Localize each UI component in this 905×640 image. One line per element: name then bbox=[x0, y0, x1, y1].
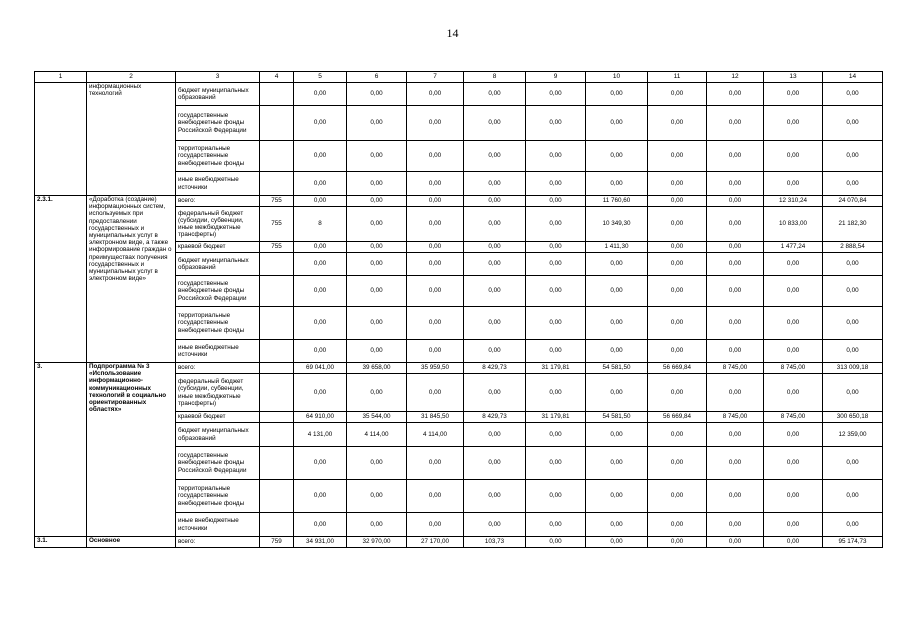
value-cell: 24 070,84 bbox=[823, 196, 883, 207]
value-cell: 0,00 bbox=[347, 207, 407, 242]
column-header: 14 bbox=[823, 72, 883, 83]
column-header: 11 bbox=[648, 72, 707, 83]
value-cell: 0,00 bbox=[648, 307, 707, 340]
value-cell: 0,00 bbox=[823, 307, 883, 340]
value-cell: 54 581,50 bbox=[586, 363, 648, 374]
value-cell: 0,00 bbox=[347, 513, 407, 537]
table-row bbox=[35, 196, 883, 207]
value-cell: 0,00 bbox=[764, 513, 823, 537]
value-cell: 64 910,00 bbox=[294, 412, 347, 423]
budget-code bbox=[260, 141, 294, 172]
item-number bbox=[35, 83, 87, 196]
value-cell: 0,00 bbox=[823, 276, 883, 307]
value-cell: 0,00 bbox=[823, 513, 883, 537]
funding-source: бюджет муниципальных образований bbox=[176, 83, 260, 106]
column-header: 6 bbox=[347, 72, 407, 83]
value-cell: 0,00 bbox=[586, 447, 648, 480]
value-cell: 0,00 bbox=[294, 276, 347, 307]
value-cell: 0,00 bbox=[707, 513, 764, 537]
value-cell: 8 745,00 bbox=[764, 412, 823, 423]
value-cell: 21 182,30 bbox=[823, 207, 883, 242]
budget-code bbox=[260, 276, 294, 307]
value-cell: 0,00 bbox=[407, 172, 464, 196]
value-cell: 4 114,00 bbox=[407, 423, 464, 447]
value-cell: 0,00 bbox=[648, 447, 707, 480]
value-cell: 0,00 bbox=[347, 276, 407, 307]
value-cell: 0,00 bbox=[648, 513, 707, 537]
budget-code bbox=[260, 423, 294, 447]
budget-table bbox=[34, 71, 883, 548]
value-cell: 8 429,73 bbox=[464, 363, 526, 374]
value-cell: 0,00 bbox=[464, 423, 526, 447]
value-cell: 8 bbox=[294, 207, 347, 242]
value-cell: 0,00 bbox=[707, 447, 764, 480]
value-cell: 0,00 bbox=[764, 83, 823, 106]
table-row bbox=[35, 83, 883, 106]
budget-code bbox=[260, 513, 294, 537]
value-cell: 0,00 bbox=[407, 141, 464, 172]
value-cell: 0,00 bbox=[347, 480, 407, 513]
value-cell: 0,00 bbox=[407, 196, 464, 207]
funding-source: краевой бюджет bbox=[176, 242, 260, 253]
value-cell: 0,00 bbox=[648, 276, 707, 307]
funding-source: федеральный бюджет (субсидии, субвенции, иные межбюджетные трансферты) bbox=[176, 207, 260, 242]
column-header: 12 bbox=[707, 72, 764, 83]
value-cell: 0,00 bbox=[648, 340, 707, 363]
value-cell: 0,00 bbox=[347, 141, 407, 172]
value-cell: 0,00 bbox=[707, 537, 764, 548]
value-cell: 300 650,18 bbox=[823, 412, 883, 423]
budget-code: 755 bbox=[260, 207, 294, 242]
value-cell: 0,00 bbox=[586, 513, 648, 537]
value-cell: 0,00 bbox=[526, 447, 586, 480]
funding-source: территориальные государственные внебюджетные фонды bbox=[176, 307, 260, 340]
value-cell: 10 833,00 bbox=[764, 207, 823, 242]
value-cell: 0,00 bbox=[648, 172, 707, 196]
value-cell: 12 310,24 bbox=[764, 196, 823, 207]
value-cell: 0,00 bbox=[586, 423, 648, 447]
item-name: Подпрограмма № 3 «Использование информационно-коммуникационных технологий в социально ориентированных областях» bbox=[87, 363, 176, 537]
value-cell: 0,00 bbox=[347, 242, 407, 253]
column-header: 5 bbox=[294, 72, 347, 83]
column-header: 9 bbox=[526, 72, 586, 83]
value-cell: 0,00 bbox=[407, 242, 464, 253]
value-cell: 0,00 bbox=[707, 423, 764, 447]
value-cell: 31 179,81 bbox=[526, 363, 586, 374]
value-cell: 0,00 bbox=[707, 196, 764, 207]
value-cell: 0,00 bbox=[464, 172, 526, 196]
value-cell: 0,00 bbox=[294, 83, 347, 106]
funding-source: территориальные государственные внебюджетные фонды bbox=[176, 480, 260, 513]
funding-source: иные внебюджетные источники bbox=[176, 513, 260, 537]
value-cell: 0,00 bbox=[294, 513, 347, 537]
value-cell: 0,00 bbox=[464, 340, 526, 363]
value-cell: 0,00 bbox=[347, 340, 407, 363]
value-cell: 0,00 bbox=[648, 537, 707, 548]
value-cell: 0,00 bbox=[586, 276, 648, 307]
item-name: Основное bbox=[87, 537, 176, 548]
value-cell: 0,00 bbox=[707, 172, 764, 196]
value-cell: 0,00 bbox=[823, 141, 883, 172]
value-cell: 0,00 bbox=[586, 141, 648, 172]
value-cell: 0,00 bbox=[407, 276, 464, 307]
value-cell: 0,00 bbox=[707, 242, 764, 253]
funding-source: всего: bbox=[176, 196, 260, 207]
column-header: 2 bbox=[87, 72, 176, 83]
value-cell: 1 477,24 bbox=[764, 242, 823, 253]
value-cell: 0,00 bbox=[764, 480, 823, 513]
value-cell: 0,00 bbox=[294, 242, 347, 253]
item-number: 3.1. bbox=[35, 537, 87, 548]
value-cell: 0,00 bbox=[347, 83, 407, 106]
budget-code bbox=[260, 412, 294, 423]
value-cell: 0,00 bbox=[464, 141, 526, 172]
value-cell: 2 888,54 bbox=[823, 242, 883, 253]
value-cell: 0,00 bbox=[648, 480, 707, 513]
value-cell: 0,00 bbox=[764, 253, 823, 276]
funding-source: территориальные государственные внебюджетные фонды bbox=[176, 141, 260, 172]
value-cell: 34 931,00 bbox=[294, 537, 347, 548]
value-cell: 0,00 bbox=[707, 307, 764, 340]
budget-code bbox=[260, 83, 294, 106]
value-cell: 0,00 bbox=[764, 307, 823, 340]
value-cell: 0,00 bbox=[648, 253, 707, 276]
value-cell: 0,00 bbox=[764, 374, 823, 412]
value-cell: 10 349,30 bbox=[586, 207, 648, 242]
value-cell: 0,00 bbox=[526, 141, 586, 172]
value-cell: 0,00 bbox=[823, 253, 883, 276]
funding-source: всего: bbox=[176, 537, 260, 548]
value-cell: 0,00 bbox=[764, 106, 823, 141]
budget-code: 759 bbox=[260, 537, 294, 548]
item-name: информационных технологий bbox=[87, 83, 176, 196]
value-cell: 0,00 bbox=[407, 447, 464, 480]
value-cell: 0,00 bbox=[707, 276, 764, 307]
value-cell: 0,00 bbox=[294, 340, 347, 363]
value-cell: 0,00 bbox=[823, 106, 883, 141]
value-cell: 0,00 bbox=[464, 307, 526, 340]
item-number: 3. bbox=[35, 363, 87, 537]
header-row bbox=[35, 72, 883, 83]
budget-code bbox=[260, 106, 294, 141]
value-cell: 0,00 bbox=[648, 106, 707, 141]
value-cell: 0,00 bbox=[464, 447, 526, 480]
value-cell: 0,00 bbox=[586, 307, 648, 340]
value-cell: 0,00 bbox=[586, 106, 648, 141]
value-cell: 1 411,30 bbox=[586, 242, 648, 253]
value-cell: 0,00 bbox=[526, 276, 586, 307]
budget-code bbox=[260, 363, 294, 374]
value-cell: 8 745,00 bbox=[707, 412, 764, 423]
value-cell: 0,00 bbox=[464, 83, 526, 106]
value-cell: 0,00 bbox=[648, 83, 707, 106]
budget-code bbox=[260, 253, 294, 276]
value-cell: 0,00 bbox=[707, 106, 764, 141]
value-cell: 0,00 bbox=[586, 83, 648, 106]
value-cell: 0,00 bbox=[764, 447, 823, 480]
table-row bbox=[35, 363, 883, 374]
value-cell: 0,00 bbox=[464, 207, 526, 242]
value-cell: 27 170,00 bbox=[407, 537, 464, 548]
value-cell: 0,00 bbox=[294, 172, 347, 196]
value-cell: 0,00 bbox=[294, 374, 347, 412]
column-header: 8 bbox=[464, 72, 526, 83]
budget-code bbox=[260, 447, 294, 480]
value-cell: 0,00 bbox=[294, 480, 347, 513]
funding-source: бюджет муниципальных образований bbox=[176, 423, 260, 447]
value-cell: 0,00 bbox=[707, 374, 764, 412]
value-cell: 0,00 bbox=[464, 480, 526, 513]
funding-source: государственные внебюджетные фонды Российской Федерации bbox=[176, 106, 260, 141]
value-cell: 0,00 bbox=[526, 340, 586, 363]
value-cell: 0,00 bbox=[347, 196, 407, 207]
value-cell: 0,00 bbox=[464, 106, 526, 141]
value-cell: 0,00 bbox=[764, 423, 823, 447]
value-cell: 56 669,84 bbox=[648, 412, 707, 423]
value-cell: 0,00 bbox=[294, 141, 347, 172]
value-cell: 0,00 bbox=[526, 423, 586, 447]
value-cell: 0,00 bbox=[464, 276, 526, 307]
value-cell: 0,00 bbox=[764, 172, 823, 196]
value-cell: 0,00 bbox=[526, 253, 586, 276]
value-cell: 0,00 bbox=[407, 307, 464, 340]
column-header: 4 bbox=[260, 72, 294, 83]
value-cell: 32 970,00 bbox=[347, 537, 407, 548]
value-cell: 0,00 bbox=[407, 106, 464, 141]
funding-source: иные внебюджетные источники bbox=[176, 172, 260, 196]
value-cell: 8 745,00 bbox=[764, 363, 823, 374]
value-cell: 0,00 bbox=[707, 141, 764, 172]
value-cell: 0,00 bbox=[294, 307, 347, 340]
value-cell: 0,00 bbox=[823, 447, 883, 480]
value-cell: 0,00 bbox=[464, 242, 526, 253]
value-cell: 0,00 bbox=[407, 253, 464, 276]
value-cell: 39 658,00 bbox=[347, 363, 407, 374]
value-cell: 4 114,00 bbox=[347, 423, 407, 447]
value-cell: 0,00 bbox=[464, 374, 526, 412]
value-cell: 0,00 bbox=[526, 374, 586, 412]
item-number: 2.3.1. bbox=[35, 196, 87, 363]
value-cell: 0,00 bbox=[823, 480, 883, 513]
value-cell: 4 131,00 bbox=[294, 423, 347, 447]
value-cell: 0,00 bbox=[526, 196, 586, 207]
value-cell: 0,00 bbox=[526, 480, 586, 513]
value-cell: 11 760,60 bbox=[586, 196, 648, 207]
value-cell: 0,00 bbox=[648, 207, 707, 242]
budget-code bbox=[260, 340, 294, 363]
value-cell: 0,00 bbox=[586, 537, 648, 548]
value-cell: 0,00 bbox=[347, 172, 407, 196]
column-header: 7 bbox=[407, 72, 464, 83]
value-cell: 0,00 bbox=[407, 480, 464, 513]
value-cell: 0,00 bbox=[347, 374, 407, 412]
column-header: 3 bbox=[176, 72, 260, 83]
value-cell: 0,00 bbox=[586, 253, 648, 276]
value-cell: 0,00 bbox=[294, 196, 347, 207]
value-cell: 0,00 bbox=[407, 374, 464, 412]
value-cell: 0,00 bbox=[526, 83, 586, 106]
column-header: 10 bbox=[586, 72, 648, 83]
value-cell: 0,00 bbox=[764, 537, 823, 548]
value-cell: 0,00 bbox=[464, 513, 526, 537]
value-cell: 0,00 bbox=[586, 480, 648, 513]
value-cell: 0,00 bbox=[707, 207, 764, 242]
value-cell: 313 009,18 bbox=[823, 363, 883, 374]
budget-code bbox=[260, 374, 294, 412]
page-number: 14 bbox=[446, 26, 459, 40]
value-cell: 0,00 bbox=[648, 242, 707, 253]
value-cell: 0,00 bbox=[526, 207, 586, 242]
value-cell: 0,00 bbox=[823, 83, 883, 106]
value-cell: 0,00 bbox=[526, 172, 586, 196]
budget-code: 755 bbox=[260, 196, 294, 207]
value-cell: 0,00 bbox=[707, 83, 764, 106]
value-cell: 8 429,73 bbox=[464, 412, 526, 423]
value-cell: 0,00 bbox=[464, 196, 526, 207]
funding-source: краевой бюджет bbox=[176, 412, 260, 423]
value-cell: 0,00 bbox=[764, 141, 823, 172]
value-cell: 0,00 bbox=[526, 242, 586, 253]
value-cell: 0,00 bbox=[526, 537, 586, 548]
value-cell: 0,00 bbox=[464, 253, 526, 276]
value-cell: 31 179,81 bbox=[526, 412, 586, 423]
value-cell: 0,00 bbox=[586, 172, 648, 196]
value-cell: 0,00 bbox=[648, 374, 707, 412]
value-cell: 8 745,00 bbox=[707, 363, 764, 374]
budget-code: 755 bbox=[260, 242, 294, 253]
value-cell: 54 581,50 bbox=[586, 412, 648, 423]
budget-code bbox=[260, 172, 294, 196]
funding-source: бюджет муниципальных образований bbox=[176, 253, 260, 276]
funding-source: всего: bbox=[176, 363, 260, 374]
value-cell: 0,00 bbox=[294, 253, 347, 276]
value-cell: 0,00 bbox=[347, 253, 407, 276]
value-cell: 0,00 bbox=[347, 447, 407, 480]
value-cell: 0,00 bbox=[586, 374, 648, 412]
table-row bbox=[35, 537, 883, 548]
budget-code bbox=[260, 480, 294, 513]
column-header: 13 bbox=[764, 72, 823, 83]
budget-code bbox=[260, 307, 294, 340]
value-cell: 0,00 bbox=[707, 253, 764, 276]
value-cell: 0,00 bbox=[526, 307, 586, 340]
value-cell: 0,00 bbox=[407, 207, 464, 242]
value-cell: 0,00 bbox=[823, 172, 883, 196]
value-cell: 0,00 bbox=[764, 276, 823, 307]
value-cell: 35 544,00 bbox=[347, 412, 407, 423]
value-cell: 0,00 bbox=[823, 340, 883, 363]
value-cell: 0,00 bbox=[586, 340, 648, 363]
value-cell: 69 041,00 bbox=[294, 363, 347, 374]
value-cell: 95 174,73 bbox=[823, 537, 883, 548]
value-cell: 0,00 bbox=[294, 447, 347, 480]
value-cell: 12 359,00 bbox=[823, 423, 883, 447]
value-cell: 0,00 bbox=[347, 307, 407, 340]
value-cell: 0,00 bbox=[347, 106, 407, 141]
value-cell: 31 845,50 bbox=[407, 412, 464, 423]
value-cell: 0,00 bbox=[294, 106, 347, 141]
value-cell: 0,00 bbox=[648, 423, 707, 447]
value-cell: 0,00 bbox=[407, 340, 464, 363]
funding-source: иные внебюджетные источники bbox=[176, 340, 260, 363]
funding-source: государственные внебюджетные фонды Российской Федерации bbox=[176, 447, 260, 480]
value-cell: 0,00 bbox=[707, 480, 764, 513]
funding-source: государственные внебюджетные фонды Российской Федерации bbox=[176, 276, 260, 307]
value-cell: 0,00 bbox=[707, 340, 764, 363]
item-name: «Доработка (создание) информационных систем, используемых при предоставлении государственных и муниципальных услуг в электронном виде, а также информирование граждан о преимуществах получения государственных и муниципальных услуг в электронном виде» bbox=[87, 196, 176, 363]
value-cell: 0,00 bbox=[823, 374, 883, 412]
value-cell: 0,00 bbox=[648, 196, 707, 207]
value-cell: 0,00 bbox=[526, 513, 586, 537]
value-cell: 0,00 bbox=[526, 106, 586, 141]
value-cell: 0,00 bbox=[648, 141, 707, 172]
value-cell: 0,00 bbox=[407, 83, 464, 106]
value-cell: 35 959,50 bbox=[407, 363, 464, 374]
funding-source: федеральный бюджет (субсидии, субвенции, иные межбюджетные трансферты) bbox=[176, 374, 260, 412]
column-header: 1 bbox=[35, 72, 87, 83]
value-cell: 56 669,84 bbox=[648, 363, 707, 374]
value-cell: 0,00 bbox=[407, 513, 464, 537]
value-cell: 103,73 bbox=[464, 537, 526, 548]
value-cell: 0,00 bbox=[764, 340, 823, 363]
